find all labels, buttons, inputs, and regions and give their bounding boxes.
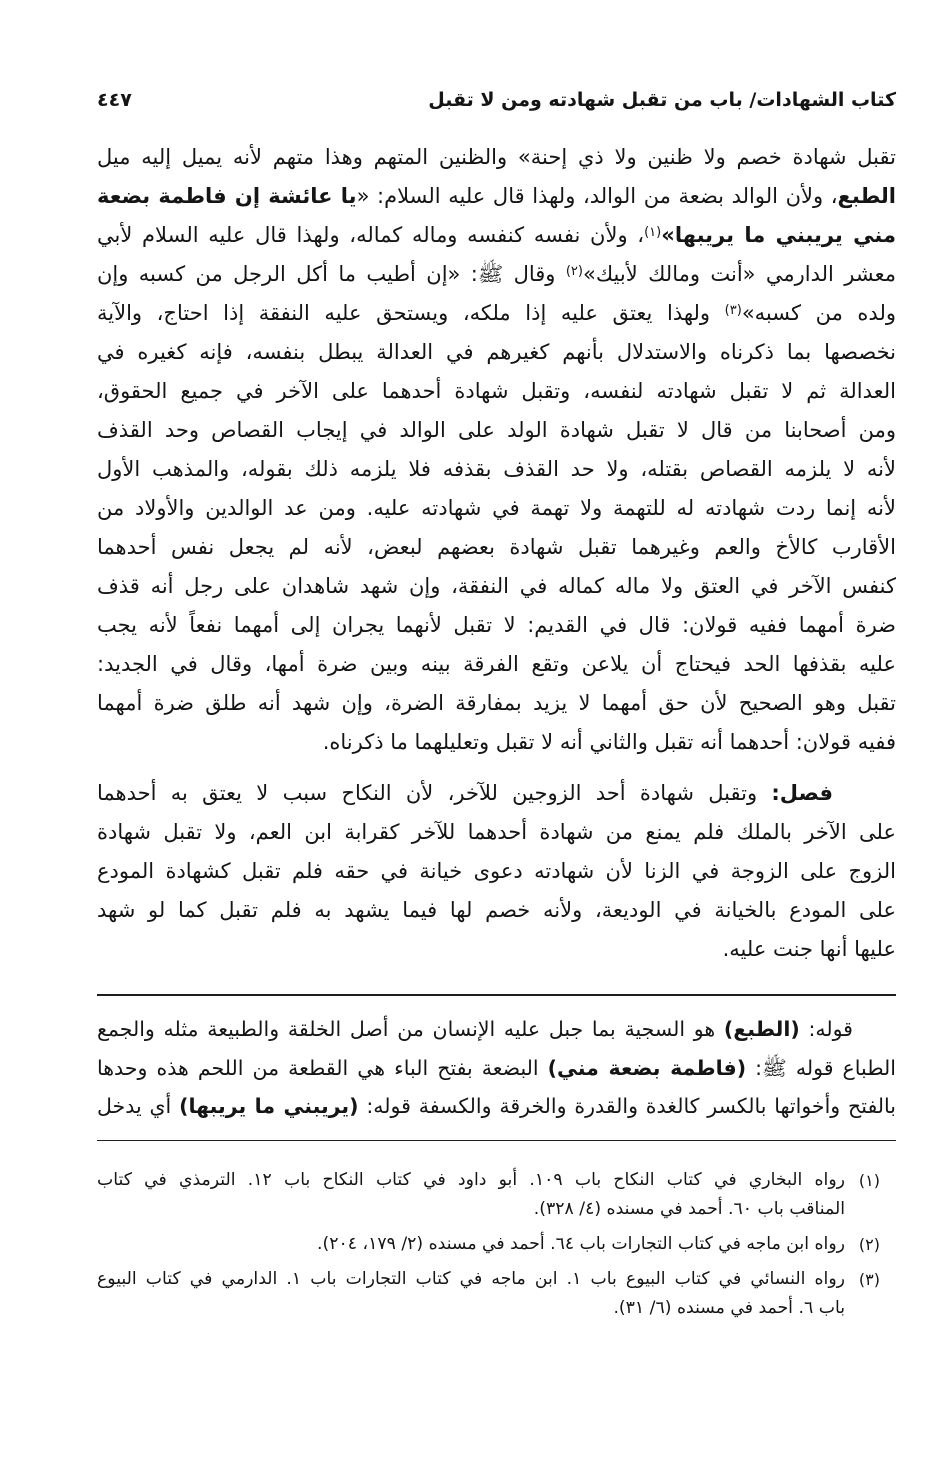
text-line: تقبل وهو الصحيح لأن حق أمهما لا يزيد بمفارقة الضرة، وإن شهد أنه طلق ضرة أمهما xyxy=(97,691,896,715)
text-line xyxy=(97,216,896,255)
commentary xyxy=(97,1010,896,1126)
footnote-number: (٣) xyxy=(858,1270,880,1289)
footnote-line: رواه ابن ماجه في كتاب التجارات باب ٦٤. أحمد في مسنده (٢/ ١٧٩، ٢٠٤). xyxy=(316,1234,845,1254)
text-run: ، ولأن نفسه كنفسه وماله كماله، ولهذا قال عليه السلام لأبي xyxy=(97,223,645,247)
text-line: عليها أنها جنت عليه. xyxy=(722,937,896,961)
text-line: الأقارب كالأخ والعم وغيرهما تقبل شهادة بعضهم لبعض، لأنه لم يجعل نفس أحدهما xyxy=(97,535,896,559)
text-run: الطباع قوله ﷺ: xyxy=(746,1055,896,1080)
footnote-text xyxy=(97,1265,845,1323)
text-run: ولهذا يعتق عليه إذا ملكه، ويستحق عليه النفقة إذا احتاج، والآية xyxy=(97,301,725,325)
footnote-2 xyxy=(97,1230,880,1259)
text-run: ، ولأن الوالد بضعة من الوالد، ولهذا قال عليه السلام: « xyxy=(356,184,838,208)
footnote-1 xyxy=(97,1166,880,1224)
footnote-divider xyxy=(97,1140,896,1141)
text-run: وتقبل شهادة أحد الزوجين للآخر، لأن النكاح سبب لا يعتق به أحدهما xyxy=(97,781,772,805)
footnotes xyxy=(97,1166,880,1323)
text-run: ولده من كسبه» xyxy=(741,301,896,325)
footnote-ref: (١) xyxy=(644,224,662,240)
footnote-ref: (٢) xyxy=(565,263,583,279)
bold-term: (يريبني ما يريبها) xyxy=(179,1094,359,1118)
text-line: كنفس الآخر في العتق ولا ماله كماله في النفقة، وإن شهد شاهدان على رجل أنه قذف xyxy=(97,574,896,598)
text-line: العدالة ثم لا تقبل شهادته لنفسه، وتقبل شهادة أحدهما على الآخر في جميع الحقوق، xyxy=(97,379,896,403)
text-line xyxy=(97,294,896,333)
bold-term: الطبع xyxy=(837,184,896,208)
text-line xyxy=(97,255,896,294)
paragraph-1 xyxy=(97,138,896,762)
text-line: ومن أصحابنا من قال لا تقبل شهادة الولد على الوالد في إيجاب القصاص وحد القذف xyxy=(97,418,896,442)
section-label: فصل: xyxy=(771,781,833,805)
footnote-ref: (٣) xyxy=(724,302,742,318)
footnote-line: رواه البخاري في كتاب النكاح باب ١٠٩. أبو داود في كتاب النكاح باب ١٢. الترمذي في كتاب xyxy=(97,1170,845,1190)
footnote-line: المناقب باب ٦٠. أحمد في مسنده (٤/ ٣٢٨). xyxy=(533,1199,845,1219)
text-line: على الآخر بالملك فلم يمنع من شهادة أحدهما للآخر كقرابة ابن العم، ولا تقبل شهادة xyxy=(97,820,896,844)
text-line: على المودع بالخيانة في الوديعة، ولأنه خصم لها فيما يشهد به فلم تقبل كما لو شهد xyxy=(97,898,896,922)
text-run: البضعة بفتح الباء هي القطعة من اللحم هذه وحدها xyxy=(97,1055,548,1080)
footnote-text xyxy=(97,1230,845,1259)
text-line: نخصصها بما ذكرناه والاستدلال بأنهم كغيرهم في العدالة يبطل بنفسه، فإنه كغيره في xyxy=(97,340,896,364)
text-line xyxy=(97,177,896,216)
commentary-divider xyxy=(97,994,896,996)
text-line xyxy=(97,1087,896,1126)
text-run: أي يدخل xyxy=(97,1094,180,1118)
text-run: هو السجية بما جبل عليه الإنسان من أصل الخلقة والطبيعة مثله والجمع xyxy=(97,1017,724,1041)
running-header xyxy=(97,86,896,114)
text-run: معشر الدارمي «أنت ومالك لأبيك» xyxy=(583,262,896,286)
text-line: تقبل شهادة خصم ولا ظنين ولا ذي إحنة» والظنين المتهم وهذا متهم لأنه يميل إليه ميل xyxy=(97,145,896,169)
bold-term: (الطبع) xyxy=(723,1017,800,1041)
text-line: ففيه قولان: أحدهما أنه تقبل والثاني أنه لا تقبل وتعليلهما ما ذكرناه. xyxy=(322,730,896,754)
page-number: ٤٤٧ xyxy=(97,89,132,111)
footnote-text xyxy=(97,1166,845,1224)
text-run: بالفتح وأخواتها بالكسر كالغدة والقدرة والخرقة والكسفة قوله: xyxy=(358,1094,897,1118)
footnote-number: (١) xyxy=(858,1171,880,1190)
text-line xyxy=(97,1049,896,1088)
text-line: لأنه لا يلزمه القصاص بقتله، ولا حد القذف بقذفه فلا يلزمه ذلك بقوله، والمذهب الأول xyxy=(97,457,896,481)
footnote-3 xyxy=(97,1265,880,1323)
bold-hadith-quote: يا عائشة إن فاطمة بضعة xyxy=(97,184,357,208)
footnote-number: (٢) xyxy=(858,1235,880,1254)
text-line: لأنه إنما ردت شهادته له للتهمة ولا تهمة في شهادته عليه. ومن عد الوالدين والأولاد من xyxy=(97,496,896,520)
bold-term: (فاطمة بضعة مني) xyxy=(547,1055,747,1080)
text-run: وقال ﷺ: «إن أطيب ما أكل الرجل من كسبه وإن xyxy=(97,262,566,286)
footnote-line: باب ٦. أحمد في مسنده (٦/ ٣١). xyxy=(613,1298,845,1318)
text-line xyxy=(97,774,896,813)
text-line: عليه بقذفها الحد فيحتاج أن يلاعن وتقع الفرقة بينه وبين ضرة أمها، وقال في الجديد: xyxy=(97,652,896,676)
text-line: الزوج على الزوجة في الزنا لأن شهادته دعوى خيانة في حقه فلم تقبل كشهادة المودع xyxy=(97,859,896,883)
bold-hadith-quote: مني يريبني ما يريبها» xyxy=(661,223,896,247)
text-run: قوله: xyxy=(799,1017,853,1041)
text-line: ضرة أمهما ففيه قولان: قال في القديم: لا تقبل لأنهما يجران إلى أمهما نفعاً لأنه يجب xyxy=(97,613,896,637)
paragraph-2 xyxy=(97,774,896,969)
text-line xyxy=(97,1010,896,1049)
footnote-line: رواه النسائي في كتاب البيوع باب ١. ابن ماجه في كتاب التجارات باب ١. الدارمي في كتاب البيوع xyxy=(97,1269,845,1289)
running-title: كتاب الشهادات/ باب من تقبل شهادته ومن لا تقبل xyxy=(428,89,896,111)
